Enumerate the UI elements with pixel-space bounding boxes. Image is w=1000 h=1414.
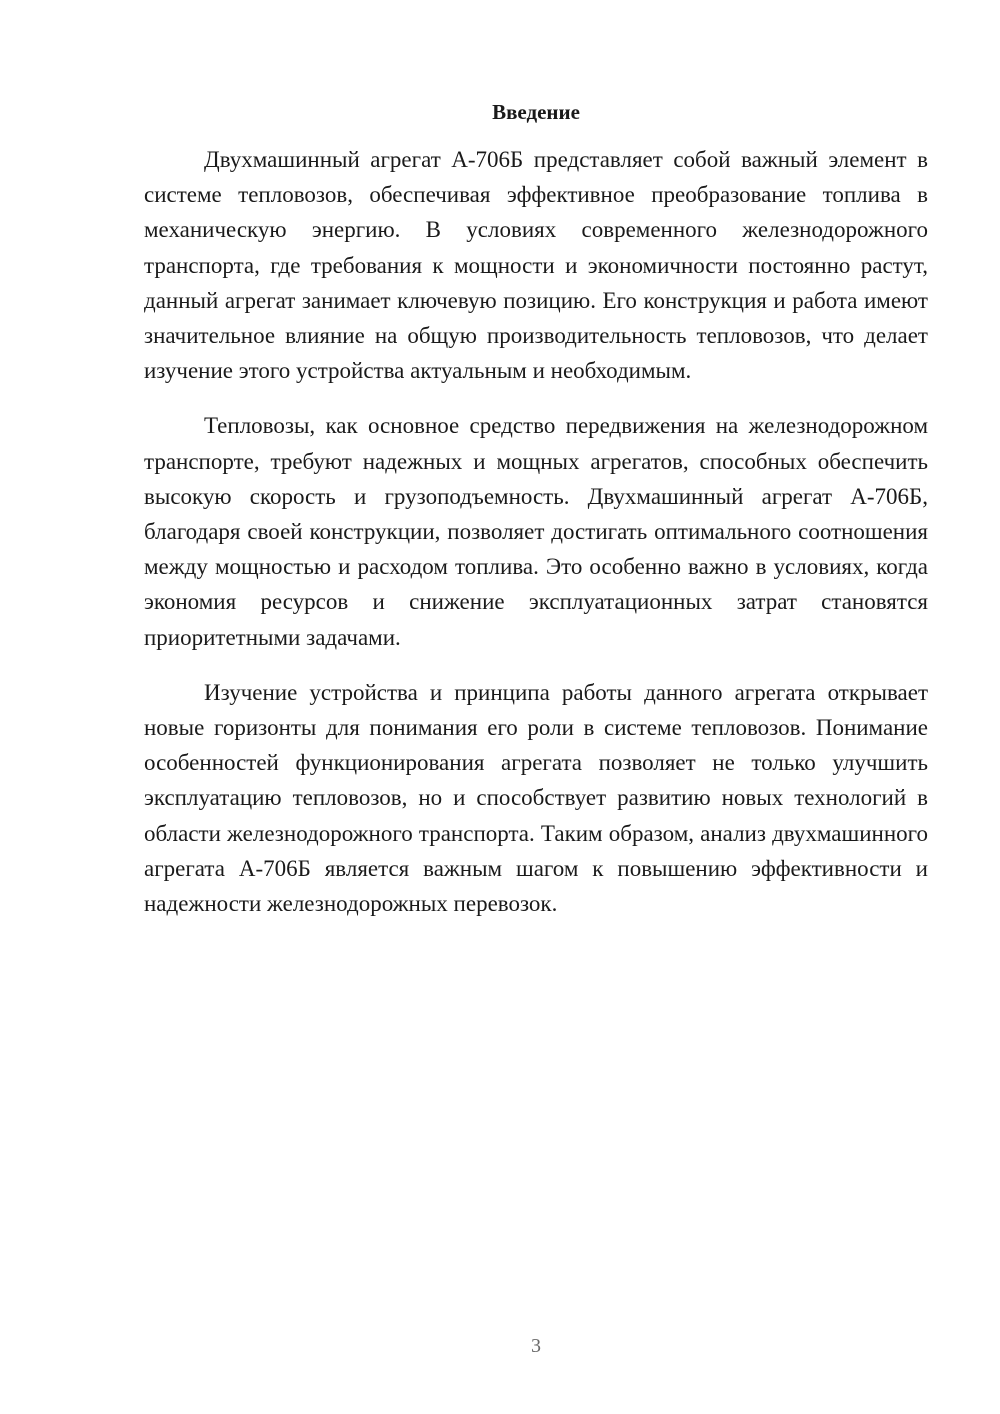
- paragraph-2: Тепловозы, как основное средство передвижения на железнодорожном транспорте, требуют надежных и мощных агрегатов, способных обеспечить высокую скорость и грузоподъемность. Двухмашинный агрегат А-706Б, благодаря своей конструкции, позволяет достигать оптимального соотношения между мощностью и расходом топлива. Это особенно важно в условиях, когда экономия ресурсов и снижение эксплуатационных затрат становятся приоритетными задачами.: [144, 413, 928, 650]
- document-page: [144, 0, 928, 1414]
- document-body: [144, 142, 928, 941]
- paragraph-1: Двухмашинный агрегат А-706Б представляет собой важный элемент в системе тепловозов, обеспечивая эффективное преобразование топлива в механическую энергию. В условиях современного железнодорожного транспорта, где требования к мощности и экономичности постоянно растут, данный агрегат занимает ключевую позицию. Его конструкция и работа имеют значительное влияние на общую производительность тепловозов, что делает изучение этого устройства актуальным и необходимым.: [144, 147, 928, 384]
- page-number: 3: [531, 1335, 541, 1357]
- page-title: Введение: [492, 100, 580, 124]
- paragraph-3: Изучение устройства и принципа работы данного агрегата открывает новые горизонты для понимания его роли в системе тепловозов. Понимание особенностей функционирования агрегата позволяет не только улучшить эксплуатацию тепловозов, но и способствует развитию новых технологий в области железнодорожного транспорта. Таким образом, анализ двухмашинного агрегата А-706Б является важным шагом к повышению эффективности и надежности железнодорожных перевозок.: [144, 679, 928, 917]
